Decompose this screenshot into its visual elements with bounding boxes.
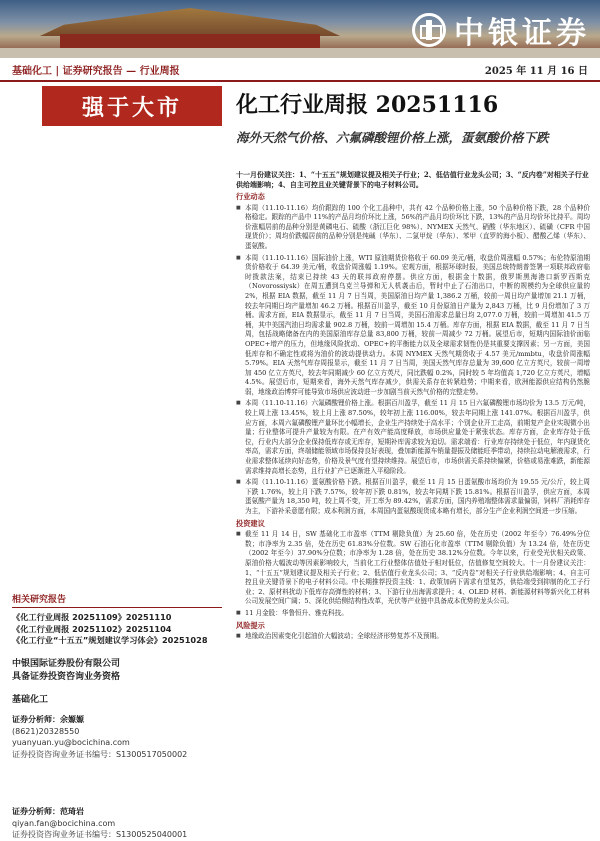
related-report-item[interactable]: 《化工行业“十五五”规划建议学习体会》20251028: [12, 635, 208, 645]
related-reports: [12, 592, 222, 647]
brand-logo: [412, 8, 590, 52]
brand-name: 中银证券: [454, 16, 590, 51]
report-category: 基础化工 | 证券研究报告 — 行业周报: [12, 65, 180, 77]
risk-bullet: ■ 地缘政治因素变化引起油价大幅波动；全球经济形势复苏不及预期。: [236, 632, 590, 642]
sector-label: 基础化工: [12, 695, 49, 705]
report-date: 2025 年 11 月 16 日: [484, 65, 588, 77]
related-reports-heading: 相关研究报告: [12, 592, 222, 608]
industry-bullet: ■ 本周（11.10-11.16）六氟磷酸锂价格上涨。根据百川盈孚，截至 11 月 15 日六氟磷酸锂市场均价为 13.5 万元/吨，较上周上涨 13.45%，较上月上涨 87.50%，较年初上涨 116.00%，较去年同期上涨 141.07%。根据百川盈孚，供应方面，本周六氟磷酸锂产量环比小幅增长，企业生产持续处于高水平；个别企业开工走高，前期复产企业实现微小出量；行业整体可提升产量较为有限。在产有效产能高度释放，市场供应量处于紧张状态。库存方面，企业库存处于低位，行业内大部分企业保持低库存或无库存，短期补库需求较为迫切。需求端看：行业库存持续处于低位，年内现货化率高，需求方面，终端储能领域市场保持良好表现，叠加新能源车销量提振及储能旺季带动，持续拉动电解液需求，行业需求整体延续向好态势，价格及景气度有望持续维持。展望后市，市场供需关系持续偏紧，价格或易涨难跌，新能源需求维持高增长态势，且行业扩产已逐渐进入平稳阶段。: [236, 399, 590, 476]
analyst-email[interactable]: qiyan.fan@bocichina.com: [12, 818, 116, 828]
section-heading-advice: 投资建议: [236, 518, 265, 528]
bank-logo-icon: [412, 13, 446, 47]
analyst-card: [12, 806, 222, 841]
industry-bullet: ■ 本周（11.10-11.16）国际油价上涨，WTI 原油期货价格收于 60.09 美元/桶，收盘价周涨幅 0.57%；布伦特原油期货价格收于 64.39 美元/桶，收盘价周涨幅 1.19%。宏观方面，根据环球时报，美国总统特朗普签署一项联邦政府临时拨款法案，结束已持续 43 天的联邦政府停摆。供应方面，根据金十数据，俄罗斯黑海港口新罗西斯克（Novorossiysk）在周五遭到乌克兰导弹和无人机袭击后，暂时中止了石油出口，中断的规模约为全球供应量的 2%，根据 EIA 数据，截至 11 月 7 日当周，美国原油日均产量 1,386.2 万桶，较前一周日均产量增加 21.1 万桶，较去年同期日均产量增加 46.2 万桶。根据百川盈孚，截至 10 月份原油日产量为 2,843 万桶，比 9 月份增加了 3 万桶。需求方面，EIA 数据显示，截至 11 月 7 日当周，美国石油需求总量日均 2,077.0 万桶，较前一周增加 41.5 万桶，其中美国汽油日均需求量 902.8 万桶，较前一周增加 15.4 万桶。库存方面，根据 EIA 数据，截至 11 月 7 日当周，包括战略储备在内的美国原油库存总量 83,800 万桶，较前一周减少 72 万桶。展望后市，短期内国际油价面临 OPEC+增产的压力，但地缘风险扰动、OPEC+的平衡能力以及全球需求韧性仍是其重要支撑因素；另一方面，美国低库存和不确定性或将为油价的波动提供动力。本周 NYMEX 天然气期货收于 4.57 美元/mmbtu，收盘价周涨幅 5.79%。EIA 天然气库存周报显示，截至 11 月 7 日当周，美国天然气库存总量为 39,600 亿立方英尺，较前一周增加 450 亿立方英尺，较去年同期减少 60 亿立方英尺，同比跌幅 0.2%，同时较 5 年均值高 1,720 亿立方英尺，增幅 4.5%。展望后市，短期来看，海外天然气库存减少，供需关系存在转紧趋势；中期来看，欧洲能源供应结构仍然脆弱，地缘政治博弈可能导致市场供应波动进一步加剧当前天然气价格的完整走势。: [236, 254, 590, 398]
company-name: 中银国际证券股份有限公司: [12, 659, 121, 669]
rating-badge: 强于大市: [42, 86, 222, 126]
analyst-email[interactable]: yuanyuan.yu@bocichina.com: [12, 738, 130, 747]
analyst-license: 证券投资咨询业务证书编号：S1300525040001: [12, 830, 188, 839]
industry-bullet: ■ 本周（11.10-11.16）均价跟踪的 100 个化工品种中，共有 42 个品种价格上涨，50 个品种价格下跌，28 个品种价格稳定。跟踪的产品中 11%的产品月均价环比上涨，56%的产品月均价环比下跌，13%的产品月均价环比持平。周均价涨幅居前的品种分别是黄磷电石、硫酸（浙江巨化 98%）、NYMEX 天然气、硝酸（华东地区）、硫磺（CFR 中国现货价）；周均价跌幅居前的品种分别是纯碱（华东）、二氯甲烷（华东）、苯甲（直罗的海小板）、醋酸乙烯（华东）、蛋氨酸。: [236, 204, 590, 252]
advice-bullet: ■ 截至 11 月 14 日，SW 基础化工市盈率（TTM 剔除负值）为 25.60 倍，处在历史（2002 年至今）76.49%分位数；市净率为 2.35 倍，处在历史 61.83%分位数。SW 石油石化市盈率（TTM 剔除负值）为 13.24 倍，处在历史（2002 年至今）37.90%分位数；市净率为 1.28 倍，处在历史 38.12%分位数。今年以来，行业受光伏相关政策、原油价格大幅波动等因素影响较大，当前化工行业整体估值处于相对低位，估值修复空间较大。十一月份建议关注：1、“十五五”规划建议提及相关子行业；2、低估值行业龙头公司；3、“反内卷”对相关子行业供给端影响；4、自主可控且业关键背景下的电子材料公司。中长期推荐投资主线：1、政策加码下需求有望复苏，供给端受到抑制的化工子行业；2、原材料扰动下低库存高弹性的材料；3、下游行业出海需求提升；4、OLED 材料、新能源材料等新兴化工材料公司发展空间广阔；5、深化供给侧结构性改革，光伏等产业链中具备成本优势的龙头公司。: [236, 530, 590, 607]
palace-roof-graphic: [40, 8, 340, 36]
analyst-phone: (8621)20328550: [12, 726, 80, 736]
related-report-item[interactable]: 《化工行业周报 20251109》20251110: [12, 612, 172, 622]
report-title: 化工行业周报 20251116: [236, 92, 499, 118]
related-report-item[interactable]: 《化工行业周报 20251102》20251104: [12, 623, 172, 634]
analyst-card: [12, 714, 222, 760]
advice-bullet: ■ 11 月金股：华鲁恒升、雅克科技。: [236, 609, 590, 619]
analyst-name: 证券分析师：余嫄嫄: [12, 715, 84, 724]
header-banner: [0, 0, 600, 58]
industry-bullet: ■ 本周（11.10-11.16）蛋氨酸价格下跌。根据百川盈孚，截至 11 月 15 日蛋氨酸市场均价为 19.55 元/公斤，较上周下跌 1.76%，较上月下跌 7.57%，较年初下跌 0.81%，较去年同期下跌 15.81%。根据百川盈孚，供应方面，本周蛋氨酸产量为 18,350 吨，较上周不变，开工率为 89.42%，需求方面，国内养殖端整体需求量偏弱，饲料厂消耗库存为主，下游补采意愿有限；成本利润方面，本周国内蛋氨酸现货成本略有增长，部分生产企业利润空间进一步压缩。: [236, 478, 590, 516]
company-qualification: 具备证券投资咨询业务资格: [12, 672, 121, 682]
analyst-name: 证券分析师：范琦岩: [12, 807, 84, 816]
section-heading-risk: 风险提示: [236, 620, 265, 630]
summary-paragraph: 十一月份建议关注：1、“十五五”规划建议提及相关子行业；2、低估值行业龙头公司；3、“反内卷”对相关子行业供给端影响；4、自主可控且业关键背景下的电子材料公司。: [236, 170, 589, 189]
main-content: [236, 170, 590, 644]
report-subtitle: 海外天然气价格、六氟磷酸锂价格上涨，蛋氨酸价格下跌: [236, 130, 549, 145]
analyst-license: 证券投资咨询业务证书编号：S1300517050002: [12, 749, 188, 759]
company-info: [12, 658, 222, 684]
report-info-bar: [0, 58, 600, 82]
section-heading-industry: 行业动态: [236, 192, 265, 201]
